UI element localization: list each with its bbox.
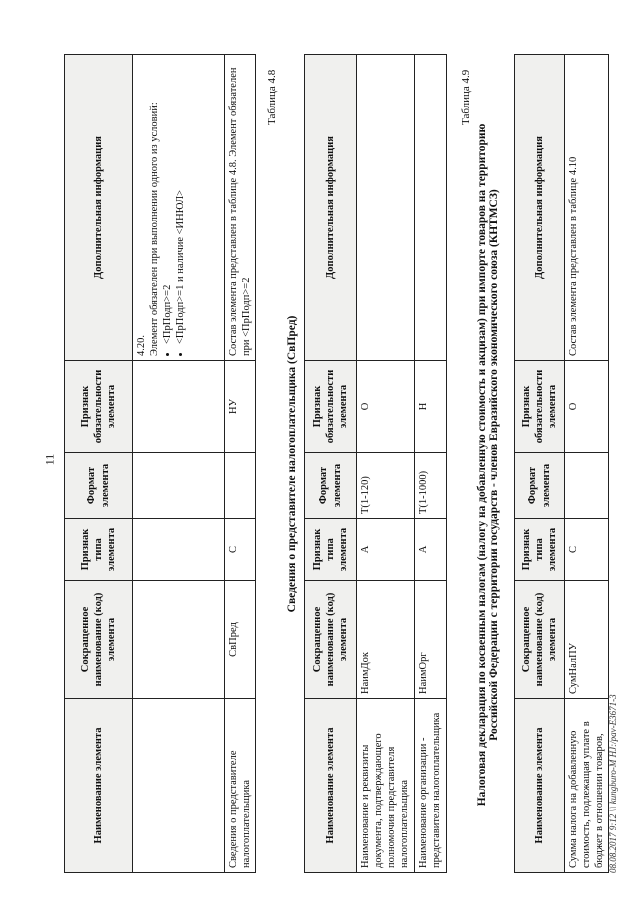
header-row xyxy=(65,55,133,873)
prev-row-info xyxy=(133,55,225,361)
col-header-name: Наименование элемента xyxy=(65,699,133,873)
table-49-title: Налоговая декларация по косвенным налогам (налогу на добавленную стоимость и акцизам) при импорте товаров на территорию Российской Федерации с территории государств - членов Евразийского экономического союза (КНТМСЗ) xyxy=(476,123,500,807)
cell-format xyxy=(565,453,609,519)
cell-type: А xyxy=(357,519,415,581)
table-row xyxy=(357,55,415,873)
table-continuation xyxy=(64,54,256,873)
col-header-type: Признак типа элемента xyxy=(65,519,133,581)
cell-code: НаимОрг xyxy=(414,581,446,699)
prev-row-bullet1: • <ПрПодп>=2 xyxy=(161,59,174,344)
col-header-info: Дополнительная информация xyxy=(515,55,565,361)
cell-info: Состав элемента представлен в таблице 4.8. Элемент обязателен при <ПрПодп>=2 xyxy=(225,55,256,361)
cell-required: О xyxy=(357,361,415,453)
cell-type: А xyxy=(414,519,446,581)
table-48 xyxy=(304,54,447,873)
header-row xyxy=(305,55,357,873)
header-row xyxy=(515,55,565,873)
col-header-info: Дополнительная информация xyxy=(305,55,357,361)
cell-info xyxy=(357,55,415,361)
cell-code: НаимДок xyxy=(357,581,415,699)
page-number: 11 xyxy=(42,453,57,466)
table-row xyxy=(565,55,609,873)
col-header-code: Сокращенное наименование (код) элемента xyxy=(65,581,133,699)
col-header-required: Признак обязательности элемента xyxy=(65,361,133,453)
cell-type: С xyxy=(225,519,256,581)
cell-name: Наименование и реквизиты документа, подтверждающего полномочия представителя налогоплательщика xyxy=(357,699,415,873)
cell-required: Н xyxy=(414,361,446,453)
rotated-page-content xyxy=(20,20,620,885)
footer-note: 08.08.2017 9:12 \\ kungburo-M HJ:/pav-E3671-3 xyxy=(608,694,618,873)
table-48-title: Сведения о представителе налогоплательщика (СвПред) xyxy=(286,315,298,613)
cell-required: О xyxy=(565,361,609,453)
col-header-required: Признак обязательности элемента xyxy=(515,361,565,453)
cell-type: С xyxy=(565,519,609,581)
col-header-required: Признак обязательности элемента xyxy=(305,361,357,453)
cell-name: Сумма налога на добавленную стоимость, подлежащая уплате в бюджет в отношении товаров, xyxy=(565,699,609,873)
prev-row-bullet2: • <ПрПодп>=1 и наличие <ИНЮЛ> xyxy=(174,59,187,344)
prev-row-info-line1: 4.20. xyxy=(136,335,147,356)
col-header-type: Признак типа элемента xyxy=(305,519,357,581)
table-49 xyxy=(514,54,609,873)
prev-row-info-line2: Элемент обязателен при выполнении одного из условий: xyxy=(149,102,161,356)
col-header-format: Формат элемента xyxy=(515,453,565,519)
col-header-code: Сокращенное наименование (код) элемента xyxy=(305,581,357,699)
cell-name: Сведения о представителе налогоплательщика xyxy=(225,699,256,873)
table-row xyxy=(414,55,446,873)
table-row xyxy=(133,55,225,873)
cell-required: НУ xyxy=(225,361,256,453)
table-48-label: Таблица 4.8 xyxy=(266,69,278,125)
table-49-label: Таблица 4.9 xyxy=(460,69,472,125)
col-header-name: Наименование элемента xyxy=(305,699,357,873)
cell-code: СвПред xyxy=(225,581,256,699)
cell-name: Наименование организации - представителя налогоплательщика xyxy=(414,699,446,873)
cell-info xyxy=(414,55,446,361)
cell-format xyxy=(225,453,256,519)
cell-info: Состав элемента представлен в таблице 4.10 xyxy=(565,55,609,361)
col-header-format: Формат элемента xyxy=(65,453,133,519)
col-header-type: Признак типа элемента xyxy=(515,519,565,581)
col-header-info: Дополнительная информация xyxy=(65,55,133,361)
col-header-name: Наименование элемента xyxy=(515,699,565,873)
cell-format: T(1-1000) xyxy=(414,453,446,519)
col-header-format: Формат элемента xyxy=(305,453,357,519)
table-row xyxy=(225,55,256,873)
cell-code: СумНалПУ xyxy=(565,581,609,699)
col-header-code: Сокращенное наименование (код) элемента xyxy=(515,581,565,699)
cell-format: T(1-120) xyxy=(357,453,415,519)
